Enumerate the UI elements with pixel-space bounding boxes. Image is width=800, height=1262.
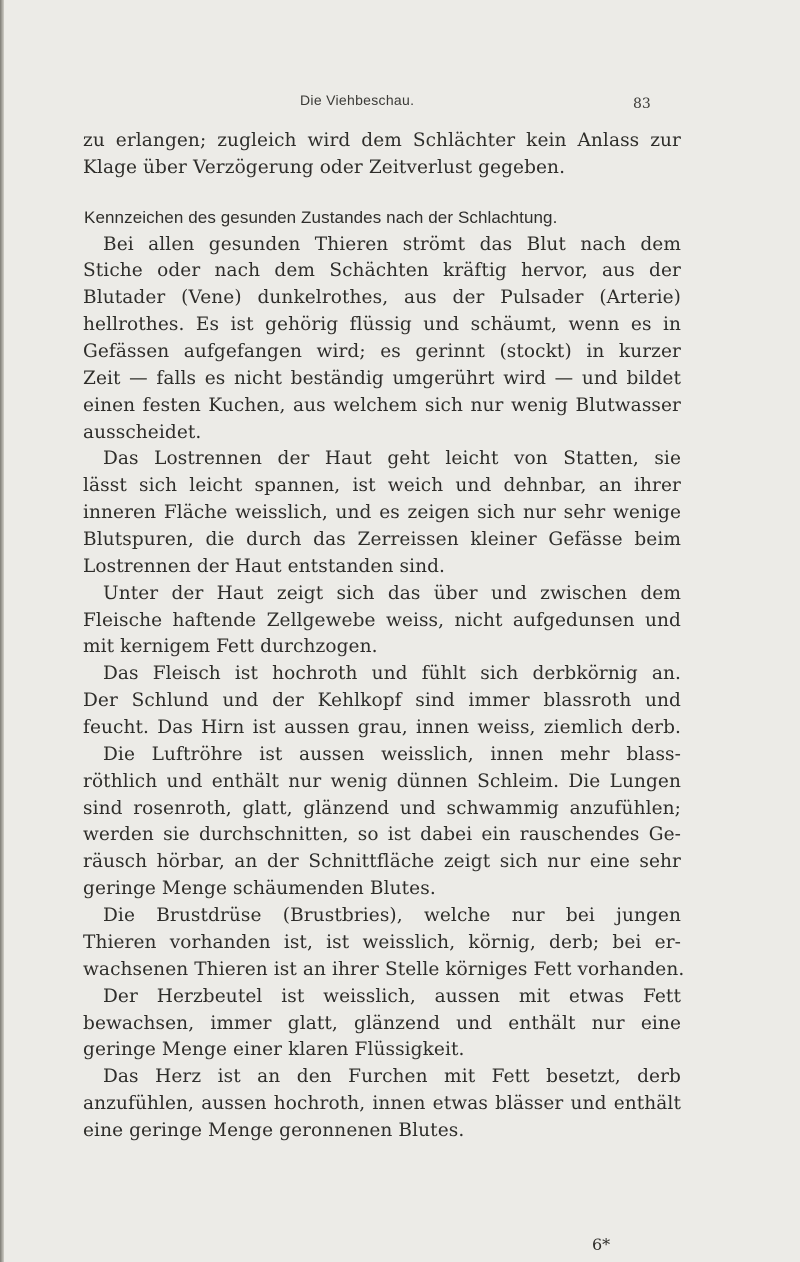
text-line: hellrothes. Es ist gehörig flüssig und schäumt, wenn es in	[83, 314, 681, 336]
text-line: Gefässen aufgefangen wird; es gerinnt (stockt) in kurzer	[83, 341, 681, 363]
text-line: Der Schlund und der Kehlkopf sind immer blassroth und	[83, 690, 681, 712]
text-line: geringe Menge schäumenden Blutes.	[83, 878, 436, 900]
section-heading: Kennzeichen des gesunden Zustandes nach der Schlachtung.	[84, 207, 558, 227]
signature-mark: 6*	[592, 1235, 611, 1254]
text-line: Das Lostrennen der Haut geht leicht von Statten, sie	[103, 448, 681, 470]
running-title: Die Viehbeschau.	[300, 92, 415, 108]
text-line: röthlich und enthält nur wenig dünnen Schleim. Die Lungen	[83, 770, 681, 792]
text-line: räusch hörbar, an der Schnittfläche zeigt sich nur eine sehr	[83, 851, 681, 873]
text-line: Blutspuren, die durch das Zerreissen kleiner Gefässe beim	[83, 529, 681, 551]
text-line: einen festen Kuchen, aus welchem sich nur wenig Blutwasser	[83, 394, 681, 416]
text-line: Klage über Verzögerung oder Zeitverlust gegeben.	[83, 156, 566, 178]
text-line: Die Brustdrüse (Brustbries), welche nur bei jungen	[103, 905, 681, 927]
text-line: Die Luftröhre ist aussen weisslich, innen mehr blass-	[103, 743, 681, 765]
text-line: feucht. Das Hirn ist aussen grau, innen weiss, ziemlich derb.	[83, 717, 681, 739]
text-line: Stiche oder nach dem Schächten kräftig hervor, aus der	[83, 260, 681, 282]
text-line: Thieren vorhanden ist, ist weisslich, körnig, derb; bei er-	[83, 931, 681, 953]
text-line: Der Herzbeutel ist weisslich, aussen mit etwas Fett	[103, 985, 681, 1007]
text-line: Zeit — falls es nicht beständig umgerührt wird — und bildet	[83, 367, 681, 389]
text-line: Das Fleisch ist hochroth und fühlt sich derbkörnig an.	[103, 663, 681, 685]
page-spine-shadow	[0, 0, 4, 1262]
text-line: Bei allen gesunden Thieren strömt das Blut nach dem	[103, 233, 681, 255]
text-line: ausscheidet.	[83, 421, 202, 443]
text-line: mit kernigem Fett durchzogen.	[83, 636, 378, 658]
text-line: Das Herz ist an den Furchen mit Fett besetzt, derb	[103, 1066, 681, 1088]
body-text	[83, 128, 685, 1145]
text-line: wachsenen Thieren ist an ihrer Stelle körniges Fett vorhanden.	[83, 958, 685, 980]
text-line: Fleische haftende Zellgewebe weiss, nicht aufgedunsen und	[83, 609, 681, 631]
text-line: anzufühlen, aussen hochroth, innen etwas blässer und enthält	[83, 1093, 681, 1115]
text-line: inneren Fläche weisslich, und es zeigen sich nur sehr wenige	[83, 502, 681, 524]
text-line: geringe Menge einer klaren Flüssigkeit.	[83, 1039, 465, 1061]
text-line: Blutader (Vene) dunkelrothes, aus der Pulsader (Arterie)	[83, 287, 681, 309]
text-line: Unter der Haut zeigt sich das über und zwischen dem	[103, 582, 681, 604]
text-line: bewachsen, immer glatt, glänzend und enthält nur eine	[83, 1012, 681, 1034]
text-line: werden sie durchschnitten, so ist dabei ein rauschendes Ge-	[83, 824, 681, 846]
running-head	[0, 92, 800, 116]
text-line: sind rosenroth, glatt, glänzend und schwammig anzufühlen;	[83, 797, 681, 819]
text-line: Lostrennen der Haut entstanden sind.	[83, 555, 446, 577]
text-line: eine geringe Menge geronnenen Blutes.	[83, 1119, 465, 1141]
text-line: zu erlangen; zugleich wird dem Schlächter kein Anlass zur	[83, 130, 681, 151]
text-line: lässt sich leicht spannen, ist weich und dehnbar, an ihrer	[83, 475, 681, 497]
page-number: 83	[633, 96, 651, 112]
